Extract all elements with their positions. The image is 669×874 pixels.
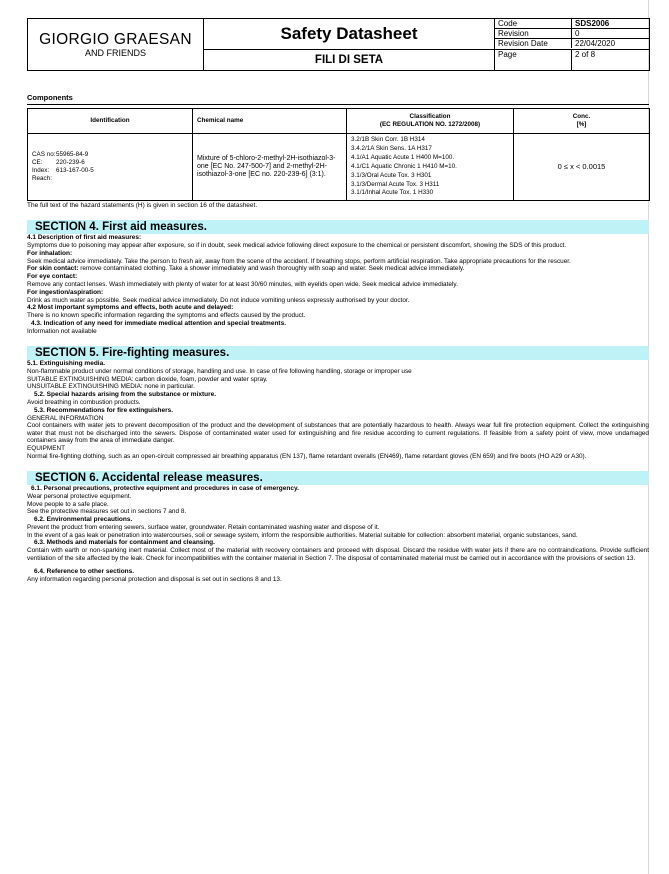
s41-text: Symptoms due to poisoning may appear after exposure, so if in doubt, seek medical advice following direct exposure to the chemical or persistent discomfort, showing the SDS of this product.	[27, 242, 567, 250]
components-heading: Components	[27, 93, 73, 102]
col-classification: Classification (EC REGULATION NO. 1272/2008)	[347, 109, 514, 134]
meta-code-label: Code	[495, 19, 572, 29]
company-name	[28, 19, 204, 71]
s61-line2: Move people to a safe place.	[27, 500, 109, 508]
s51-line1: Non-flammable product under normal conditions of storage, handling and use. In case of fire following handling, storage or improper use	[27, 368, 412, 376]
eye-contact-heading: For eye contact:	[27, 272, 78, 280]
chemical-name-cell: Mixture of 5-chloro-2-methyl-2H-isothiazol-3-one [EC No. 247-500-7] and 2-methyl-2H-isothiazol-3-one [EC no. 220-239-6] (3:1).	[193, 134, 347, 201]
s43-text: Information not available	[27, 327, 97, 335]
meta-revision-label: Revision	[495, 29, 572, 39]
s62-line2: In the event of a gas leak or penetration into watercourses, soil or sewage system, inform the responsible authorities. Material suitable for collection: absorbent material, organic substances, sand.	[27, 531, 578, 539]
eye-contact-text: Remove any contact lenses. Wash immediately with plenty of water for at least 30/60 minutes, with eyelids open wide. Seek medical advice immediately.	[27, 280, 458, 288]
divider	[27, 104, 649, 105]
company-name-line1: GIORGIO GRAESAN	[39, 30, 192, 48]
page-label: Page	[495, 50, 572, 70]
s64-text: Any information regarding personal protection and disposal is set out in sections 8 and 13.	[27, 576, 282, 584]
s53-heading: 5.3. Recommendations for fire extinguishers.	[34, 406, 174, 414]
document-title: Safety Datasheet	[204, 19, 495, 50]
page-number: 2 of 8	[575, 50, 596, 59]
inhalation-heading: For inhalation:	[27, 249, 73, 257]
s62-line1: Prevent the product from entering sewers, surface water, groundwater. Retain contaminated washing water and dispose of it.	[27, 524, 380, 532]
s61-heading: 6.1. Personal precautions, protective equipment and procedures in case of emergency.	[31, 485, 299, 493]
s52-text: Avoid breathing in combustion products.	[27, 399, 141, 407]
s62-heading: 6.2. Environmental precautions.	[34, 516, 133, 524]
skin-contact-heading: For skin contact:	[27, 265, 79, 273]
s52-heading: 5.2. Special hazards arising from the substance or mixture.	[34, 391, 217, 399]
s61-line1: Wear personal protective equipment.	[27, 493, 132, 501]
document-page	[27, 18, 649, 584]
ingestion-heading: For ingestion/aspiration:	[27, 288, 104, 296]
s51-line2: SUITABLE EXTINGUISHING MEDIA: carbon dioxide, foam, powder and water spray.	[27, 375, 268, 383]
s53-equipment-label: EQUIPMENT	[27, 445, 65, 453]
col-identification: Identification	[28, 109, 193, 134]
s64-heading: 6.4. Reference to other sections.	[34, 568, 135, 576]
skin-contact-text: remove contaminated clothing. Take a shower immediately and wash thoroughly with soap and water. Seek medical advice immediately.	[78, 265, 465, 273]
s42-heading: 4.2 Most important symptoms and effects, both acute and delayed:	[27, 304, 234, 312]
s53-equipment-text: Normal fire-fighting clothing, such as an open-circuit compressed air breathing apparatus (EN 137), flame retardant overalls (EN469), flame retardant gloves (EN 659) and fire boots (HO A29 or A30).	[27, 452, 587, 460]
s53-general-label: GENERAL INFORMATION	[27, 414, 104, 422]
section4-title: SECTION 4. First aid measures.	[27, 220, 649, 234]
hazard-footnote: The full text of the hazard statements (H) is given in section 16 of the datasheet.	[27, 202, 258, 210]
col-chemical-name: Chemical name	[193, 109, 347, 134]
meta-revision-value: 0	[572, 29, 650, 39]
s63-text: Contain with earth or non-sparking inert material. Collect most of the material with recovery containers and proceed with disposal. Discard the residue with water jets if there are no contraindications. Provide sufficient ventilation of the site affected by the leak. Check for incompatibilities with the container material in Section 7. The disposal of contaminated material must be carried out in accordance with the provisions of section 13.	[27, 547, 649, 562]
meta-code-value: SDS2006	[572, 19, 650, 29]
document-header	[27, 18, 650, 71]
concentration-cell: 0 ≤ x < 0.0015	[514, 134, 650, 201]
s43-heading: 4.3. Indication of any need for immediate medical attention and special treatments.	[31, 319, 287, 327]
ingestion-text: Drink as much water as possible. Seek medical advice immediately. Do not induce vomiting unless expressly authorised by your doctor.	[27, 296, 410, 304]
s51-heading: 5.1. Extinguishing media.	[27, 360, 106, 368]
s41-heading: 4.1 Description of first aid measures:	[27, 234, 142, 242]
product-name: FILI DI SETA	[204, 50, 495, 71]
meta-revision-date-value: 22/04/2020	[575, 39, 616, 48]
identification-cell: CAS no: 55965-84-9 CE: 220-239-6 Index: 613-167-00-5 Reach:	[28, 134, 193, 201]
meta-revision-date-label: Revision Date	[495, 39, 572, 49]
classification-cell: 3.2/1B Skin Corr. 1B H314 3.4.2/1A Skin Sens. 1A H317 4.1/A1 Aquatic Acute 1 H400 M=100. 4.1/C1 Aquatic Chronic 1 H410 M=10. 3.1/3/Oral Acute Tox. 3 H301 3.1/3/Dermal Acute Tox. 3 H311 3.1/1/Inhal Acute Tox. 1 H330	[347, 134, 514, 201]
company-name-line2: AND FRIENDS	[84, 47, 146, 58]
table-row	[28, 134, 650, 201]
inhalation-text: Seek medical advice immediately. Take the person to fresh air, away from the scene of the accident. If breathing stops, perform artificial respiration. Take appropriate precautions for the rescuer.	[27, 257, 571, 265]
col-concentration: Conc. [%]	[514, 109, 650, 134]
skin-contact-para	[27, 265, 649, 273]
components-table	[27, 108, 650, 201]
s63-heading: 6.3. Methods and materials for containment and cleansing.	[34, 539, 215, 547]
s61-line3: See the protective measures set out in sections 7 and 8.	[27, 508, 187, 516]
s51-line3: UNSUITABLE EXTINGUISHING MEDIA: none in particular.	[27, 383, 195, 391]
section5-title: SECTION 5. Fire-fighting measures.	[27, 346, 649, 360]
s53-text: Cool containers with water jets to prevent decomposition of the product and the development of substances that are potentially hazardous to health. Always wear full fire protection equipment. Collect the extinguishing water that must not be discharged into the sewers. Dispose of contaminated water used for extinguishing and fire residue according to current regulations. If feasible from a safety point of view, move undamaged containers away from the area of immediate danger.	[27, 422, 649, 445]
document-meta	[495, 19, 650, 50]
section6-title: SECTION 6. Accidental release measures.	[27, 471, 649, 485]
s42-text: There is no known specific information regarding the symptoms and effects caused by the product.	[27, 312, 306, 320]
